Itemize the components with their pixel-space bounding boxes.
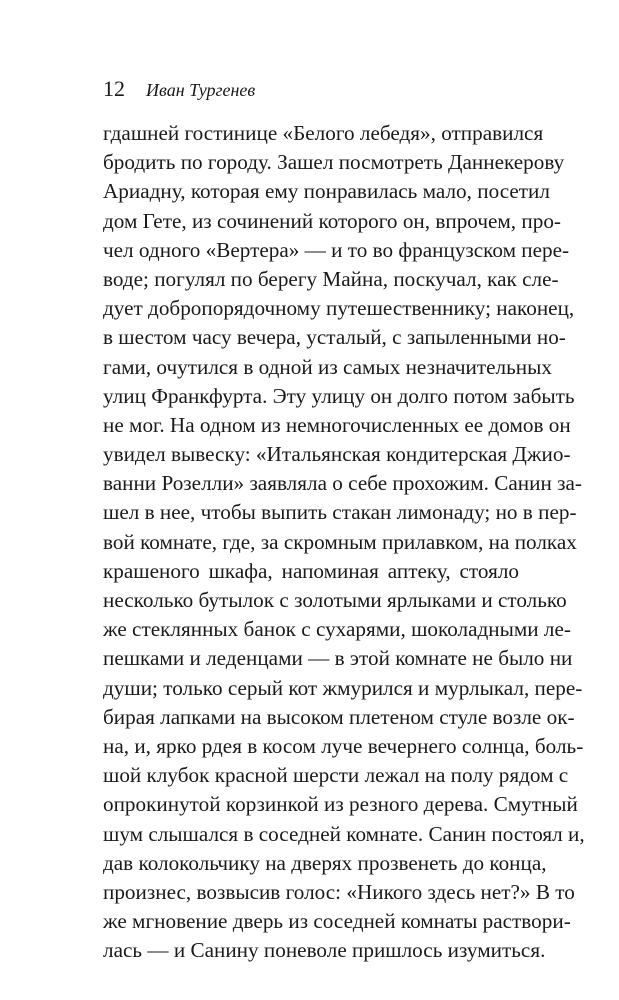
text-line: бродить по городу. Зашел посмотреть Даннекерову [103,150,565,175]
text-line: гдашней гостинице «Белого лебедя», отправился [103,121,544,145]
text-line: шой клубок красной шерсти лежал на полу рядом с [103,763,569,788]
text-line: бирая лапками на высоком плетеном стуле возле ок- [103,704,575,729]
page-header [103,76,255,106]
text-line: не мог. На одном из немногочисленных ее домов он [103,412,571,437]
text-line: дом Гете, из сочинений которого он, впрочем, про- [103,208,561,233]
text-line: шум слышался в соседней комнате. Санин постоял и, [103,821,585,846]
text-line: в шестом часу вечера, усталый, с запыленными но- [103,325,566,350]
text-line: ванни Розелли» заявляла о себе прохожим. Санин за- [103,471,582,496]
text-line: гами, очутился в одной из самых незначительных [103,354,552,379]
text-line: шел в нее, чтобы выпить стакан лимонаду; но в пер- [103,500,577,525]
text-line: крашеного шкафа, напоминая аптеку, стояло [103,558,519,583]
text-line: дав колокольчику на дверях прозвенеть до конца, [103,850,547,875]
text-line: опрокинутой корзинкой из резного дерева. Смутный [103,792,578,817]
text-line: чел одного «Вертера» — и то во французском пере- [103,237,570,262]
text-line: дует добропорядочному путешественнику; наконец, [103,296,575,321]
text-line: вой комнате, где, за скромным прилавком, на полках [103,529,577,554]
text-line: воде; погулял по берегу Майна, поскучал, как сле- [103,266,559,291]
page-number: 12 [103,76,125,101]
text-line: души; только серый кот жмурился и мурлыкал, пере- [103,675,583,700]
body-text [103,119,585,965]
running-head-author: Иван Тургенев [146,80,256,100]
text-line: улиц Франкфурта. Эту улицу он долго потом забыть [103,383,575,408]
text-line: Ариадну, которая ему понравилась мало, посетил [103,179,550,204]
text-line: несколько бутылок с золотыми ярлыками и столько [103,588,567,612]
text-line: увидел вывеску: «Итальянская кондитерская Джио- [103,442,571,467]
text-line: же мгновение дверь из соседней комнаты раствори- [103,909,571,934]
text-line: произнес, возвысив голос: «Никого здесь нет?» В то [103,879,575,904]
text-line: лась — и Санину поневоле пришлось изумиться. [103,938,546,963]
text-line: пешками и леденцами — в этой комнате не было ни [103,646,573,671]
text-line: на, и, ярко рдея в косом луче вечернего солнца, боль- [103,733,584,758]
text-line: же стеклянных банок с сухарями, шоколадными ле- [103,617,571,642]
